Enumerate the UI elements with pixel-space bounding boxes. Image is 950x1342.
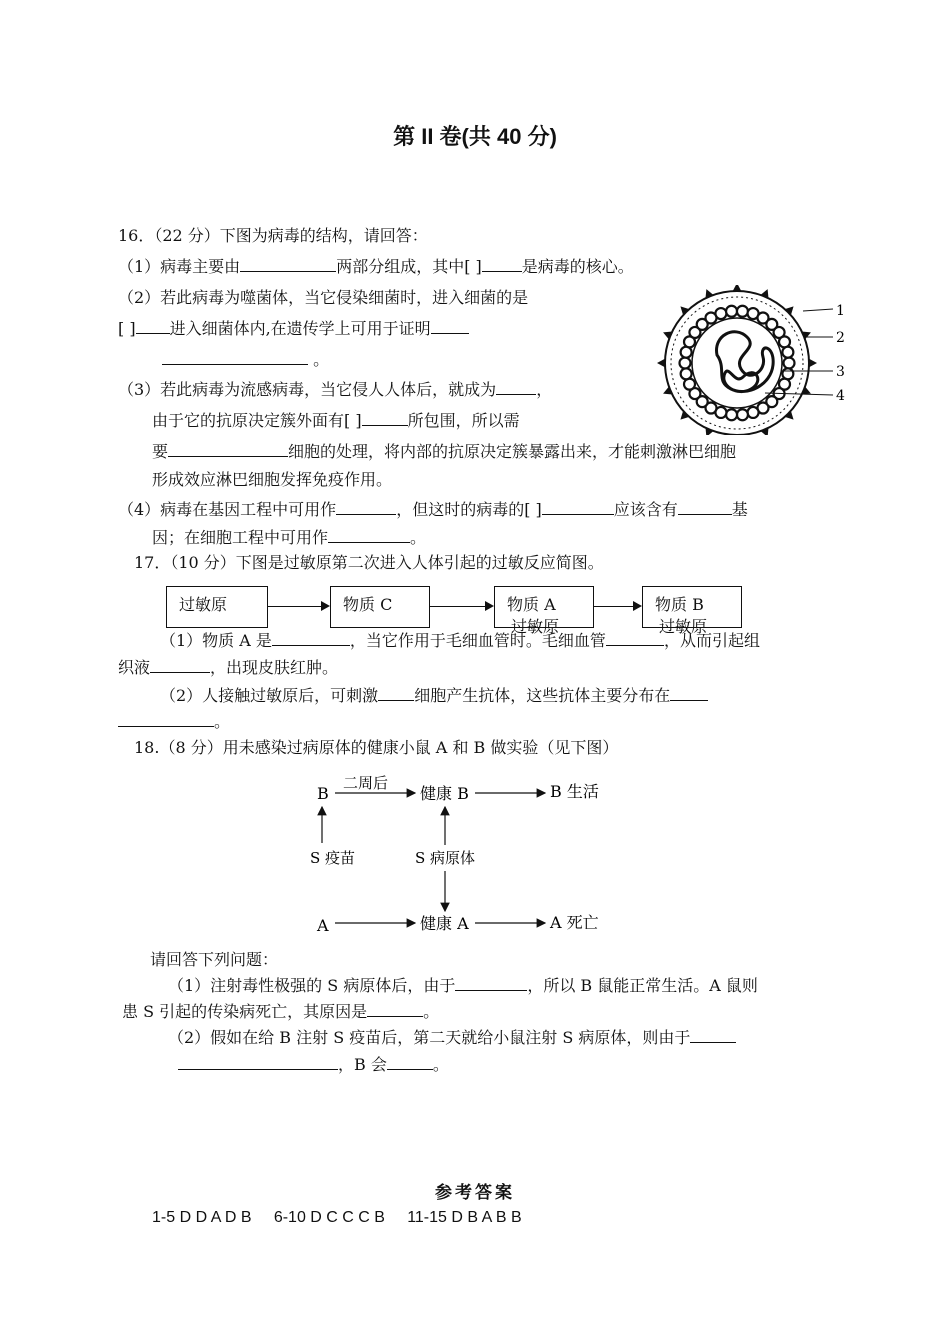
experiment-diagram — [305, 765, 625, 945]
flow-arrow-1 — [268, 606, 328, 607]
capsomere — [782, 347, 793, 358]
diagram-b-lives: B 生活 — [550, 782, 599, 801]
label-line-1 — [803, 309, 833, 311]
q18-part2-line2: ，B 会 。 — [178, 1055, 449, 1075]
q17-heading: 17．（10 分）下图是过敏原第二次进入人体引起的过敏反应简图。 — [134, 553, 604, 572]
q16-part3-line3: 要 细胞的处理，将内部的抗原决定簇暴露出来，才能刺激淋巴细胞 — [152, 442, 737, 461]
q17-part1-line2: 织液 ，出现皮肤红肿。 — [118, 658, 339, 677]
diagram-mouse-b: B — [317, 784, 329, 803]
flow-box-substance-a: 物质 A 过敏原 — [494, 586, 594, 628]
envelope-spike — [657, 359, 665, 368]
answers-title: 参考答案 — [435, 1183, 515, 1203]
diagram-two-weeks: 二周后 — [343, 774, 389, 792]
q18-heading: 18.（8 分）用未感染过病原体的健康小鼠 A 和 B 做实验（见下图） — [134, 738, 619, 757]
diagram-mouse-a: A — [317, 916, 329, 935]
figure-label-4: 4 — [836, 388, 845, 404]
envelope-spike — [809, 359, 817, 368]
capsomere — [715, 308, 726, 319]
q16-part3-line4: 形成效应淋巴细胞发挥免疫作用。 — [152, 470, 393, 489]
diagram-healthy-a: 健康 A — [420, 914, 469, 933]
q18-prompt: 请回答下列问题： — [150, 950, 279, 969]
q17-part2-line1: （2）人接触过敏原后，可刺激 细胞产生抗体，这些抗体主要分布在 — [160, 686, 708, 706]
q16-part4-line1: （4）病毒在基因工程中可用作 ，但这时的病毒的[ ] 应该含有 基 — [118, 500, 748, 519]
flow-arrow-3 — [594, 606, 640, 607]
answers-line: 1-5 D D A D B 6-10 D C C C B 11-15 D B A B B — [152, 1209, 522, 1226]
capsomere — [681, 368, 692, 379]
q16-heading: 16．（22 分）下图为病毒的结构，请回答： — [118, 226, 428, 245]
diagram-s-vaccine: S 疫苗 — [310, 849, 356, 867]
q18-part1-line1: （1）注射毒性极强的 S 病原体后，由于 ，所以 B 鼠能正常生活。A 鼠则 — [168, 976, 758, 995]
flow-box-a-sub: 过敏原 — [511, 617, 560, 636]
capsomere — [726, 306, 737, 317]
virus-capsid — [680, 306, 795, 420]
figure-label-1: 1 — [836, 303, 845, 319]
q18-part1-line2: 患 S 引起的传染病死亡，其原因是 。 — [122, 1002, 440, 1021]
q16-part4-line2: 因；在细胞工程中可用作 。 — [152, 528, 427, 547]
q16-part1: （1）病毒主要由 两部分组成，其中[ ] 是病毒的核心。 — [118, 257, 634, 276]
q17-part2-line2: 。 — [118, 712, 230, 732]
figure-label-3: 3 — [836, 364, 845, 380]
virus-structure-figure — [655, 285, 855, 435]
capsomere — [726, 409, 737, 420]
q18-part2-line1: （2）假如在给 B 注射 S 疫苗后，第二天就给小鼠注射 S 病原体，则由于 — [168, 1028, 736, 1048]
q17-part1-line1: （1）物质 A 是 ，当它作用于毛细血管时。毛细血管 ，从而引起组 — [160, 631, 760, 650]
capsomere — [784, 358, 795, 369]
diagram-s-pathogen: S 病原体 — [415, 849, 476, 867]
q16-part3-line1: （3）若此病毒为流感病毒，当它侵人人体后，就成为 ， — [118, 380, 553, 399]
capsomere — [737, 409, 748, 420]
capsomere — [680, 358, 691, 369]
flow-arrow-2 — [430, 606, 492, 607]
q16-part2-line3: 。 — [162, 350, 329, 370]
virus-nucleic-acid — [717, 332, 774, 392]
q16-part2-line2: [ ] 进入细菌体内,在遗传学上可用于证明 — [118, 319, 469, 339]
flow-box-substance-c: 物质 C — [330, 586, 430, 628]
diagram-a-dies: A 死亡 — [550, 913, 599, 932]
flow-box-b-sub: 过敏原 — [659, 617, 708, 636]
q16-part3-line2: 由于它的抗原决定簇外面有[ ] 所包围，所以需 — [152, 411, 520, 430]
capsomere — [748, 407, 759, 418]
figure-label-2: 2 — [836, 330, 845, 346]
capsomere — [737, 306, 748, 317]
flow-box-substance-b: 物质 B 过敏原 — [642, 586, 742, 628]
page-title: 第 II 卷(共 40 分) — [393, 124, 557, 149]
flow-box-allergen: 过敏原 — [166, 586, 268, 628]
q16-part2-line1: （2）若此病毒为噬菌体，当它侵染细菌时，进入细菌的是 — [118, 288, 529, 307]
diagram-healthy-b: 健康 B — [420, 784, 469, 803]
